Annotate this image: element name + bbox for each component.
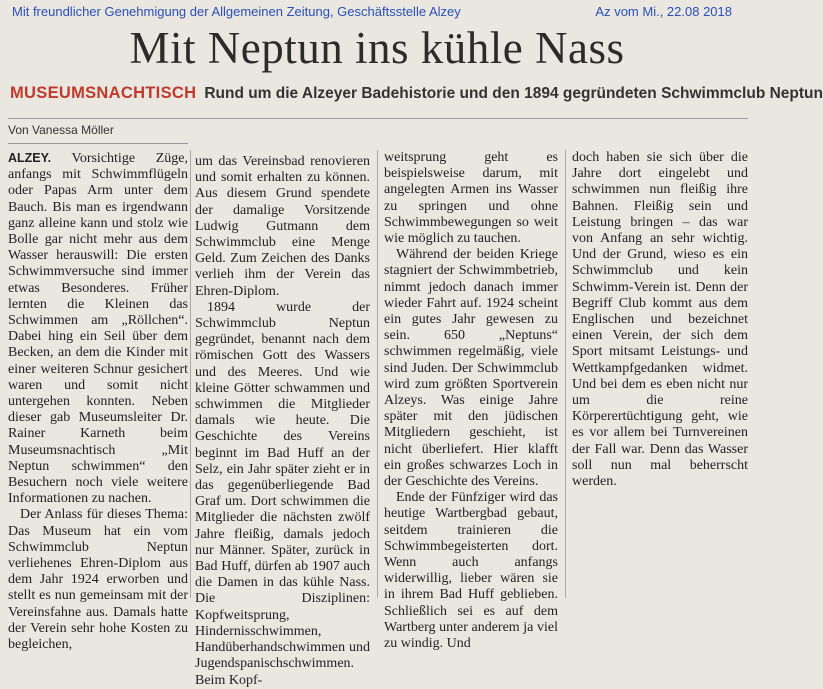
paragraph: 1894 wurde der Schwimmclub Neptun gegründet, benannt nach dem römischen Gott des Wassers und des Meeres. Und wie kleine Götter schwammen und schwimmen die Mitglieder damals wie heute. Die Geschichte des Vereins beginnt im Bad Huff an der Selz, ein Jahr später zieht er in das gegenüberliegende Bad Graf um. Dort schwimmen die Mitglieder die nächsten zwölf Jahre fleißig, damals jedoch nur Männer. Später, zurück in Bad Huff, dürfen ab 1907 auch die Damen in das kühle Nass. Die Disziplinen: Kopfweitsprung, Hindernisschwimmen, Handüberhandschwimmen und Jugendspanischschwimmen. Beim Kopf- [195, 299, 370, 688]
edition-date: Az vom Mi., 22.08 2018 [595, 4, 732, 19]
article-column-3 [384, 150, 558, 652]
paragraph-text: Vorsichtige Züge, anfangs mit Schwimmflügeln oder Papas Arm unter dem Bauch. Bis man es irgendwann ganz alleine kann und stolz wie Bolle gar nicht mehr aus dem Wasser herauswill: Die ersten Schwimmversuche sind immer etwas Besonderes. Früher lernten die Kleinen das Schwimmen am „Röllchen“. Dabei hing ein Seil über dem Becken, an dem die Kinder mit einer weiteren Schnur gesichert waren und somit nicht untergehen konnten. Neben dieser gab Museumsleiter Dr. Rainer Karneth beim Museumsnachtisch „Mit Neptun schwimmen“ den Besuchern noch viele weitere Informationen zu nachen. [8, 151, 188, 507]
column-divider [565, 150, 566, 598]
paragraph: Ende der Fünfziger wird das heutige Wartbergbad gebaut, seitdem trainieren die Schwimmbegeisterten dort. Wenn auch anfangs widerwillig, lieber wären sie in ihrem Bad Huff geblieben. Schließlich sei es auf dem Wartberg unter anderem ja viel zu windig. Und [384, 490, 558, 652]
paragraph: Der Anlass für dieses Thema: Das Museum hat ein vom Schwimmclub Neptun verliehenes Ehren-Diplom aus dem Jahr 1924 erworben und stellt es nun gemeinsam mit der Vereinsfahne aus. Damals hatte der Verein sehr hohe Kosten zu begleichen, [8, 507, 188, 653]
article-column-2 [195, 154, 370, 688]
column-divider [377, 150, 378, 598]
header-rule [8, 118, 748, 119]
clipping-header [0, 4, 754, 22]
article-column-1 [8, 150, 188, 653]
byline-rule [8, 143, 188, 144]
subhead: Rund um die Alzeyer Badehistorie und den 1894 gegründeten Schwimmclub Neptun [204, 85, 823, 102]
paragraph: Während der beiden Kriege stagniert der Schwimmbetrieb, nimmt jedoch danach immer wieder Fahrt auf. 1924 scheint ein gutes Jahr gewesen zu sein. 650 „Neptuns“ schwimmen regelmäßig, viele sind Juden. Der Schwimmclub wird zum größten Sportverein Alzeys. Was einige Jahre später mit den jüdischen Mitgliedern geschieht, ist nicht überliefert. Hier klafft ein großes schwarzes Loch in der Geschichte des Vereins. [384, 247, 558, 490]
headline: Mit Neptun ins kühle Nass [129, 23, 625, 73]
paragraph: doch haben sie sich über die Jahre dort eingelebt und schwimmen nun fleißig ihre Bahnen. Fleißig sein und Leistung bringen – das war von Anfang an sehr wichtig. Und der Grund, wieso es ein Schwimmclub und kein Schwimm-Verein ist. Denn der Begriff Club kommt aus dem Englischen und bezeichnet einen Verein, der sich dem Sport mitsamt Leistungs- und Wettkampfgedanken widmet. Und bei dem es eben nicht nur um die reine Körperertüchtigung geht, wie es vor allem bei Turnvereinen der Fall war. Denn das Wasser soll nun mal beherrscht werden. [572, 150, 748, 490]
paragraph [8, 150, 188, 507]
paragraph: um das Vereinsbad renovieren und somit erhalten zu können. Aus diesem Grund spendete der damalige Vorsitzende Ludwig Gutmann dem Schwimmclub eine Menge Geld. Zum Zeichen des Danks verlieh ihm der Verein das Ehren-Diplom. [195, 154, 370, 299]
byline: Von Vanessa Möller [8, 123, 114, 137]
kicker-row [10, 84, 823, 108]
kicker: MUSEUMSNACHTISCH [10, 84, 197, 102]
article-column-4 [572, 150, 748, 600]
column-divider [190, 150, 191, 598]
permission-note: Mit freundlicher Genehmigung der Allgemeinen Zeitung, Geschäftsstelle Alzey [12, 4, 461, 19]
paragraph: weitsprung geht es beispielsweise darum, mit angelegten Armen ins Wasser zu springen und ohne Schwimmbewegungen so weit wie möglich zu tauchen. [384, 150, 558, 247]
dateline: ALZEY. [8, 151, 52, 165]
